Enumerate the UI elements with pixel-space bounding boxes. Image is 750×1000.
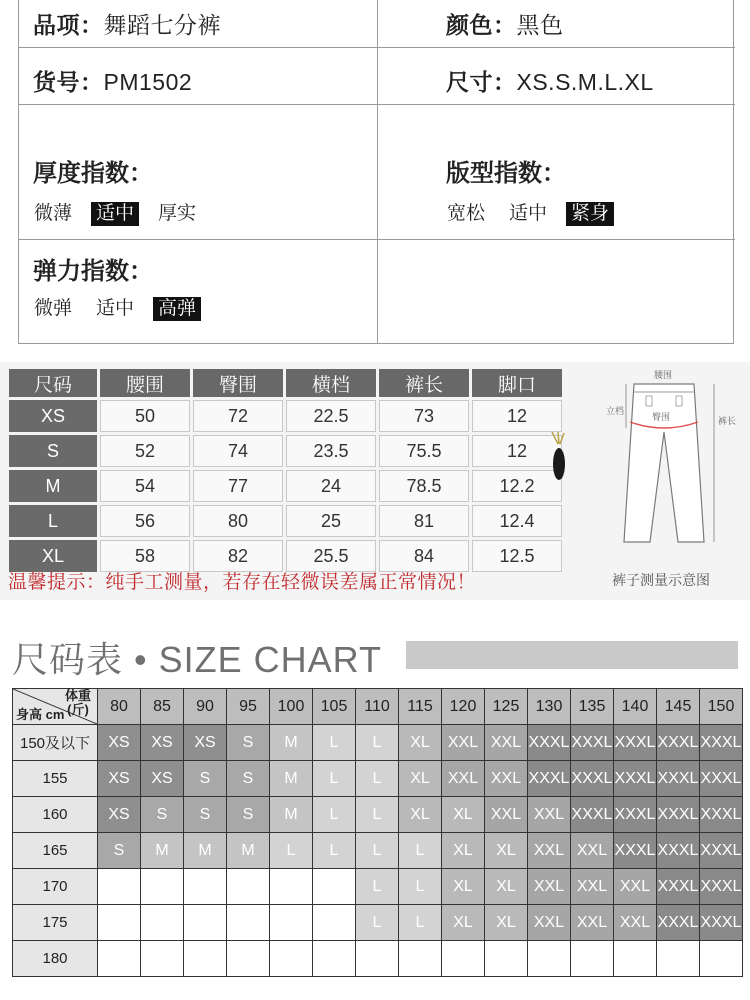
size-cell	[184, 905, 227, 941]
value-cell: 24	[286, 470, 376, 502]
size-cell	[528, 941, 571, 977]
corner-header	[13, 689, 98, 725]
size-cell: XXL	[442, 761, 485, 797]
size-cell: XXL	[442, 725, 485, 761]
size-cell: XL	[399, 725, 442, 761]
size-cell: XS	[98, 797, 141, 833]
table-row	[13, 833, 743, 869]
diagram-label-length: 裤长	[718, 416, 737, 426]
elastic-title: 弹力指数：	[33, 257, 153, 285]
pants-diagram	[596, 362, 746, 562]
size-cell	[98, 905, 141, 941]
diagram-caption: 裤子测量示意图	[612, 572, 710, 588]
size-cell: XXL	[528, 905, 571, 941]
size-cell: XXXL	[528, 761, 571, 797]
weight-header-cell: 125	[485, 689, 528, 725]
diagram-label-waist: 腰围	[654, 370, 673, 380]
size-cell: XS	[98, 761, 141, 797]
value-cell: 80	[193, 505, 283, 537]
size-cell	[141, 941, 184, 977]
value-cell: 12.2	[472, 470, 562, 502]
size-cell	[227, 941, 270, 977]
value-cell: 56	[100, 505, 190, 537]
size-cell: S	[184, 761, 227, 797]
product-sizes: 尺寸：XS.S.M.L.XL	[446, 69, 654, 96]
table-row	[9, 470, 562, 502]
size-cell	[270, 869, 313, 905]
option-item: 微弹	[34, 298, 73, 319]
size-cell: XXL	[528, 869, 571, 905]
size-cell: XXL	[528, 797, 571, 833]
weight-header-cell: 115	[399, 689, 442, 725]
option-item: 宽松	[447, 203, 486, 224]
size-cell	[399, 941, 442, 977]
weight-header-cell: 120	[442, 689, 485, 725]
size-cell	[700, 941, 743, 977]
size-cell: L	[399, 869, 442, 905]
size-cell: XXXL	[571, 725, 614, 761]
measurement-table	[6, 366, 565, 575]
diagram-label-rise: 立档	[606, 406, 625, 416]
size-cell: L	[356, 869, 399, 905]
table-row	[9, 435, 562, 467]
measurement-section	[0, 362, 750, 600]
divider	[377, 0, 378, 343]
size-cell	[313, 905, 356, 941]
option-item: 厚实	[158, 203, 197, 224]
height-cell: 160	[13, 797, 98, 833]
size-cell: M	[141, 833, 184, 869]
diagram-label-hip: 臀围	[652, 412, 671, 422]
size-cell: M	[184, 833, 227, 869]
weight-header-cell: 130	[528, 689, 571, 725]
size-cell: L	[356, 797, 399, 833]
value-cell: 74	[193, 435, 283, 467]
height-cell: 155	[13, 761, 98, 797]
size-cell	[98, 869, 141, 905]
weight-header-cell: 140	[614, 689, 657, 725]
size-cell	[141, 869, 184, 905]
size-cell: L	[399, 833, 442, 869]
size-cell: XXXL	[700, 869, 743, 905]
column-header: 腰围	[100, 369, 190, 397]
size-cell: XS	[9, 400, 97, 432]
size-cell: XXL	[614, 869, 657, 905]
size-cell: XXL	[614, 905, 657, 941]
size-cell: XXXL	[700, 761, 743, 797]
size-cell: XXL	[571, 905, 614, 941]
option-selected: 适中	[91, 202, 139, 226]
divider	[19, 239, 735, 240]
divider	[19, 104, 735, 105]
size-cell	[356, 941, 399, 977]
value-cell: 50	[100, 400, 190, 432]
size-cell	[270, 905, 313, 941]
product-color: 颜色：黑色	[446, 12, 564, 39]
size-cell: L	[313, 725, 356, 761]
elastic-options	[29, 297, 201, 321]
thickness-title: 厚度指数：	[33, 159, 153, 187]
column-header: 尺码	[9, 369, 97, 397]
size-cell: L	[313, 833, 356, 869]
size-cell: M	[270, 725, 313, 761]
size-cell: S	[9, 435, 97, 467]
value-cell: 12.5	[472, 540, 562, 572]
value-cell: 72	[193, 400, 283, 432]
size-chart-table	[12, 688, 743, 977]
size-cell: XXL	[571, 833, 614, 869]
size-cell: XXL	[485, 725, 528, 761]
size-cell	[657, 941, 700, 977]
size-cell	[614, 941, 657, 977]
size-cell: S	[227, 725, 270, 761]
weight-header-cell: 90	[184, 689, 227, 725]
weight-header-cell: 150	[700, 689, 743, 725]
size-cell: XXXL	[657, 905, 700, 941]
size-cell: XXXL	[657, 797, 700, 833]
size-chart-title: 尺码表 • SIZE CHART	[12, 639, 382, 680]
size-cell	[270, 941, 313, 977]
size-cell: XXXL	[700, 833, 743, 869]
size-cell: XXXL	[614, 797, 657, 833]
size-cell: XL	[442, 869, 485, 905]
column-header: 脚口	[472, 369, 562, 397]
weight-header-cell: 85	[141, 689, 184, 725]
option-item: 适中	[509, 203, 548, 224]
size-cell: L	[356, 725, 399, 761]
value-cell: 78.5	[379, 470, 469, 502]
size-cell: XL	[442, 797, 485, 833]
size-cell	[184, 941, 227, 977]
size-cell: XL	[485, 905, 528, 941]
table-row	[13, 941, 743, 977]
table-row	[9, 505, 562, 537]
size-cell: XS	[184, 725, 227, 761]
product-info-table	[18, 0, 734, 344]
size-cell: XXL	[571, 869, 614, 905]
size-cell: XXXL	[700, 905, 743, 941]
table-row	[13, 797, 743, 833]
value-cell: 25	[286, 505, 376, 537]
size-cell	[571, 941, 614, 977]
size-cell	[313, 869, 356, 905]
value-cell: 82	[193, 540, 283, 572]
size-cell: XXXL	[657, 869, 700, 905]
size-cell: XXL	[485, 797, 528, 833]
fit-options	[442, 202, 614, 226]
size-cell: S	[98, 833, 141, 869]
column-header: 臀围	[193, 369, 283, 397]
size-cell: XL	[399, 761, 442, 797]
fit-title: 版型指数：	[446, 159, 566, 187]
size-cell: S	[227, 761, 270, 797]
size-cell: XXXL	[657, 725, 700, 761]
divider	[19, 47, 735, 48]
size-cell: L	[270, 833, 313, 869]
measurement-note: 温馨提示：纯手工测量，若存在轻微误差属正常情况！	[8, 571, 477, 593]
product-sku: 货号：PM1502	[33, 69, 193, 96]
size-cell: XXL	[485, 761, 528, 797]
size-cell	[98, 941, 141, 977]
height-cell: 150及以下	[13, 725, 98, 761]
height-header: 身高 cm	[16, 707, 65, 722]
table-row	[9, 400, 562, 432]
option-selected: 高弹	[153, 297, 201, 321]
height-cell: 180	[13, 941, 98, 977]
weight-header-cell: 100	[270, 689, 313, 725]
size-cell	[227, 905, 270, 941]
size-cell: XXXL	[700, 725, 743, 761]
height-cell: 175	[13, 905, 98, 941]
size-cell: S	[141, 797, 184, 833]
weight-header-cell: 145	[657, 689, 700, 725]
size-cell: XXL	[528, 833, 571, 869]
size-cell: L	[9, 505, 97, 537]
size-cell: L	[313, 797, 356, 833]
size-cell	[485, 941, 528, 977]
thickness-options	[29, 202, 201, 226]
title-bar	[406, 641, 738, 669]
size-cell: XXXL	[657, 833, 700, 869]
value-cell: 81	[379, 505, 469, 537]
table-row	[13, 905, 743, 941]
size-cell: M	[227, 833, 270, 869]
size-cell: XS	[98, 725, 141, 761]
value-cell: 25.5	[286, 540, 376, 572]
size-cell: L	[313, 761, 356, 797]
size-cell: XXXL	[657, 761, 700, 797]
value-cell: 73	[379, 400, 469, 432]
height-cell: 170	[13, 869, 98, 905]
value-cell: 12.4	[472, 505, 562, 537]
size-cell: XL	[442, 833, 485, 869]
weight-header-cell: 80	[98, 689, 141, 725]
weight-header-cell: 95	[227, 689, 270, 725]
size-cell	[442, 941, 485, 977]
size-cell: M	[270, 797, 313, 833]
value-cell: 54	[100, 470, 190, 502]
size-cell	[313, 941, 356, 977]
size-cell: XXXL	[571, 761, 614, 797]
value-cell: 58	[100, 540, 190, 572]
value-cell: 75.5	[379, 435, 469, 467]
size-cell	[184, 869, 227, 905]
table-row	[13, 869, 743, 905]
size-cell: XL	[399, 797, 442, 833]
size-cell: XXXL	[614, 833, 657, 869]
size-cell: XS	[141, 761, 184, 797]
size-cell: M	[270, 761, 313, 797]
product-name: 品项：舞蹈七分裤	[33, 12, 221, 39]
height-cell: 165	[13, 833, 98, 869]
value-cell: 77	[193, 470, 283, 502]
value-cell: 84	[379, 540, 469, 572]
option-item: 适中	[96, 298, 135, 319]
value-cell: 12	[472, 400, 562, 432]
option-selected: 紧身	[566, 202, 614, 226]
size-cell: XL	[9, 540, 97, 572]
value-cell: 52	[100, 435, 190, 467]
size-cell: XXXL	[528, 725, 571, 761]
weight-header-cell: 135	[571, 689, 614, 725]
size-cell: L	[399, 905, 442, 941]
size-cell: XS	[141, 725, 184, 761]
value-cell: 12	[472, 435, 562, 467]
size-cell: M	[9, 470, 97, 502]
weight-header: 体重 (斤)	[64, 688, 91, 717]
value-cell: 22.5	[286, 400, 376, 432]
size-cell: L	[356, 833, 399, 869]
table-row	[13, 761, 743, 797]
option-item: 微薄	[34, 203, 73, 224]
size-cell	[227, 869, 270, 905]
size-cell: XXXL	[614, 725, 657, 761]
size-cell: XL	[485, 869, 528, 905]
size-cell: XL	[485, 833, 528, 869]
vase-image	[548, 430, 570, 482]
size-cell: XXXL	[571, 797, 614, 833]
column-header: 裤长	[379, 369, 469, 397]
size-cell: XL	[442, 905, 485, 941]
weight-header-cell: 105	[313, 689, 356, 725]
table-row	[13, 725, 743, 761]
size-cell	[141, 905, 184, 941]
size-cell: L	[356, 905, 399, 941]
size-cell: S	[227, 797, 270, 833]
size-cell: XXXL	[700, 797, 743, 833]
column-header: 横档	[286, 369, 376, 397]
weight-header-cell: 110	[356, 689, 399, 725]
size-cell: S	[184, 797, 227, 833]
size-cell: L	[356, 761, 399, 797]
size-cell: XXXL	[614, 761, 657, 797]
value-cell: 23.5	[286, 435, 376, 467]
